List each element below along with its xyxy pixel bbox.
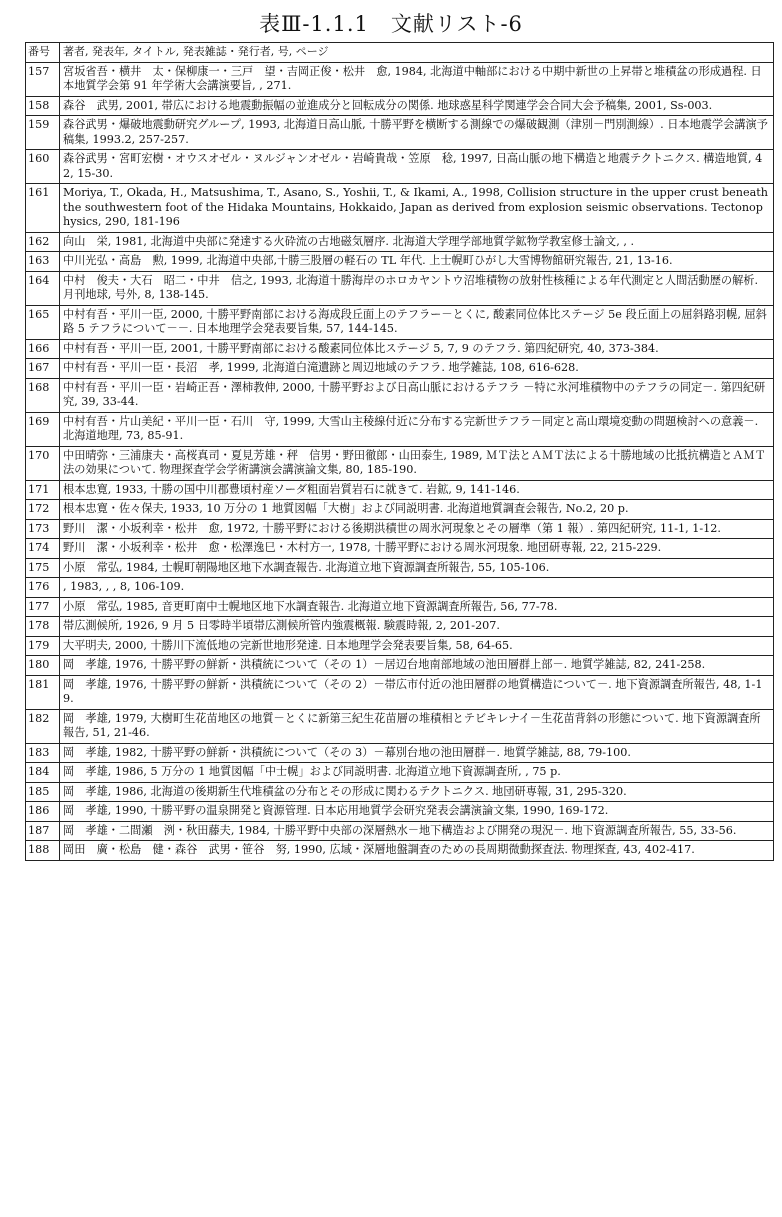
table-row	[26, 271, 774, 305]
reference-number: 187	[26, 821, 60, 841]
table-row	[26, 500, 774, 520]
reference-number: 186	[26, 802, 60, 822]
reference-citation: 岡 孝雄・二間瀬 洌・秋田藤夫, 1984, 十勝平野中央部の深層熱水－地下構造および開発の現況－. 地下資源調査所報告, 55, 33-56.	[60, 821, 774, 841]
table-row	[26, 412, 774, 446]
table-row	[26, 821, 774, 841]
reference-number: 158	[26, 96, 60, 116]
reference-number: 170	[26, 446, 60, 480]
reference-citation: 森谷武男・爆破地震動研究グループ, 1993, 北海道日高山脈, 十勝平野を横断する測線での爆破観測（津別－門別測線）. 日本地震学会講演予稿集, 1993.2, 257-257.	[60, 116, 774, 150]
reference-number: 181	[26, 675, 60, 709]
reference-number: 166	[26, 339, 60, 359]
reference-citation: 岡 孝雄, 1986, 北海道の後期新生代堆積盆の分布とその形成に関わるテクトニクス. 地団研専報, 31, 295-320.	[60, 782, 774, 802]
table-header-row	[26, 43, 774, 63]
reference-number: 167	[26, 359, 60, 379]
reference-citation: 中村有吾・平川一臣・岩崎正吾・澤柿教伸, 2000, 十勝平野および日高山脈におけるテフラ －特に氷河堆積物中のテフラの同定－. 第四紀研究, 39, 33-44.	[60, 378, 774, 412]
reference-number: 183	[26, 743, 60, 763]
page-title: 表Ⅲ-1.1.1 文献リスト-6	[259, 12, 523, 36]
table-row	[26, 305, 774, 339]
table-row	[26, 446, 774, 480]
reference-number: 171	[26, 480, 60, 500]
reference-citation: 岡 孝雄, 1976, 十勝平野の鮮新・洪積統について（その 1）－居辺台地南部地域の池田層群上部－. 地質学雑誌, 82, 241-258.	[60, 656, 774, 676]
reference-number: 175	[26, 558, 60, 578]
reference-citation: Moriya, T., Okada, H., Matsushima, T., Asano, S., Yoshii, T., & Ikami, A., 1998, Collision structure in the upper crust beneath the southwestern foot of the Hidaka Mountains, Hokkaido, Japan as derived from explosion seismic observations. Tectonophysics, 290, 181-196	[60, 184, 774, 233]
table-row	[26, 96, 774, 116]
table-row	[26, 709, 774, 743]
reference-citation: 岡田 廣・松島 健・森谷 武男・笹谷 努, 1990, 広域・深層地盤調査のための長周期微動探査法. 物理探査, 43, 402-417.	[60, 841, 774, 861]
reference-number: 168	[26, 378, 60, 412]
reference-citation: 大平明夫, 2000, 十勝川下流低地の完新世地形発達. 日本地理学会発表要旨集, 58, 64-65.	[60, 636, 774, 656]
reference-number: 182	[26, 709, 60, 743]
reference-citation: 岡 孝雄, 1990, 十勝平野の温泉開発と資源管理. 日本応用地質学会研究発表会講演論文集, 1990, 169-172.	[60, 802, 774, 822]
reference-citation: 中村 俊夫・大石 昭二・中井 信之, 1993, 北海道十勝海岸のホロカヤントウ沼堆積物の放射性核種による年代測定と人間活動歴の解析. 月刊地球, 号外, 8, 138-145.	[60, 271, 774, 305]
header-number-cell: 番号	[26, 43, 60, 63]
table-row	[26, 841, 774, 861]
reference-number: 157	[26, 62, 60, 96]
table-row	[26, 150, 774, 184]
table-row	[26, 763, 774, 783]
reference-citation: 中村有吾・平川一臣・長沼 孝, 1999, 北海道白滝遺跡と周辺地域のテフラ. 地学雑誌, 108, 616-628.	[60, 359, 774, 379]
reference-citation: 中村有吾・平川一臣, 2000, 十勝平野南部における海成段丘面上のテフラー－とくに, 酸素同位体比ステージ 5e 段丘面上の屈斜路羽幌, 屈斜路 5 テフラについて－－. 日本地理学会発表要旨集, 57, 144-145.	[60, 305, 774, 339]
reference-citation: 根本忠寛, 1933, 十勝の国中川郡豊頃村産ソーダ粗面岩質岩石に就きて. 岩鉱, 9, 141-146.	[60, 480, 774, 500]
reference-citation: 岡 孝雄, 1976, 十勝平野の鮮新・洪積統について（その 2）－帯広市付近の池田層群の地質構造について－. 地下資源調査所報告, 48, 1-19.	[60, 675, 774, 709]
table-row	[26, 636, 774, 656]
table-row	[26, 359, 774, 379]
reference-number: 184	[26, 763, 60, 783]
table-row	[26, 578, 774, 598]
reference-number: 165	[26, 305, 60, 339]
reference-number: 160	[26, 150, 60, 184]
reference-number: 188	[26, 841, 60, 861]
reference-number: 178	[26, 617, 60, 637]
table-row	[26, 184, 774, 233]
reference-citation: 岡 孝雄, 1982, 十勝平野の鮮新・洪積統について（その 3）－幕別台地の池田層群－. 地質学雑誌, 88, 79-100.	[60, 743, 774, 763]
reference-number: 185	[26, 782, 60, 802]
reference-citation: 野川 潔・小坂利幸・松井 愈, 1972, 十勝平野における後期洪積世の周氷河現象とその層準（第 1 報）. 第四紀研究, 11-1, 1-12.	[60, 519, 774, 539]
reference-citation: 帯広測候所, 1926, 9 月 5 日零時半頃帯広測候所管内強震概報. 験震時報, 2, 201-207.	[60, 617, 774, 637]
reference-citation: 中村有吾・片山美紀・平川一臣・石川 守, 1999, 大雪山主稜線付近に分布する完新世テフラ－同定と高山環境変動の問題検討への意義－. 北海道地理, 73, 85-91.	[60, 412, 774, 446]
table-row	[26, 743, 774, 763]
reference-citation: 森谷武男・宮町宏樹・オウスオゼル・ヌルジャンオゼル・岩崎貴哉・笠原 稔, 1997, 日高山脈の地下構造と地震テクトニクス. 構造地質, 42, 15-30.	[60, 150, 774, 184]
reference-citation: , 1983, , , 8, 106-109.	[60, 578, 774, 598]
table-row	[26, 116, 774, 150]
reference-number: 172	[26, 500, 60, 520]
table-row	[26, 539, 774, 559]
table-row	[26, 232, 774, 252]
reference-citation: 中田晴弥・三浦康夫・高桜真司・夏見芳雄・秤 信男・野田徹郎・山田泰生, 1989, ＭＴ法とＡＭＴ法による十勝地域の比抵抗構造とＡＭＴ法の効果について. 物理探査学会学術講演会講演論文集, 80, 185-190.	[60, 446, 774, 480]
reference-number: 177	[26, 597, 60, 617]
reference-citation: 向山 栄, 1981, 北海道中央部に発達する火砕流の古地磁気層序. 北海道大学理学部地質学鉱物学教室修士論文, , .	[60, 232, 774, 252]
table-row	[26, 675, 774, 709]
table-row	[26, 519, 774, 539]
header-description-cell: 著者, 発表年, タイトル, 発表雑誌・発行者, 号, ページ	[60, 43, 774, 63]
reference-number: 173	[26, 519, 60, 539]
table-row	[26, 480, 774, 500]
reference-citation: 小原 常弘, 1984, 士幌町朝陽地区地下水調査報告. 北海道立地下資源調査所報告, 55, 105-106.	[60, 558, 774, 578]
reference-number: 159	[26, 116, 60, 150]
table-row	[26, 252, 774, 272]
table-row	[26, 62, 774, 96]
reference-citation: 中川光弘・高島 勲, 1999, 北海道中央部,十勝三股層の軽石の TL 年代. 上士幌町ひがし大雪博物館研究報告, 21, 13-16.	[60, 252, 774, 272]
reference-number: 180	[26, 656, 60, 676]
reference-citation: 宮坂省吾・横井 太・保柳康一・三戸 望・吉岡正俊・松井 愈, 1984, 北海道中軸部における中期中新世の上昇帯と堆積盆の形成過程. 日本地質学会第 91 年学術大会講演要旨, , 271.	[60, 62, 774, 96]
reference-number: 169	[26, 412, 60, 446]
reference-number: 162	[26, 232, 60, 252]
reference-number: 164	[26, 271, 60, 305]
reference-table	[25, 42, 774, 861]
table-row	[26, 339, 774, 359]
reference-citation: 小原 常弘, 1985, 音更町南中士幌地区地下水調査報告. 北海道立地下資源調査所報告, 56, 77-78.	[60, 597, 774, 617]
reference-number: 174	[26, 539, 60, 559]
table-row	[26, 597, 774, 617]
reference-number: 163	[26, 252, 60, 272]
table-row	[26, 656, 774, 676]
table-row	[26, 782, 774, 802]
reference-number: 179	[26, 636, 60, 656]
table-row	[26, 558, 774, 578]
reference-citation: 森谷 武男, 2001, 帯広における地震動振幅の並進成分と回転成分の関係. 地球惑星科学関連学会合同大会予稿集, 2001, Ss-003.	[60, 96, 774, 116]
table-row	[26, 617, 774, 637]
reference-citation: 中村有吾・平川一臣, 2001, 十勝平野南部における酸素同位体比ステージ 5, 7, 9 のテフラ. 第四紀研究, 40, 373-384.	[60, 339, 774, 359]
table-row	[26, 802, 774, 822]
reference-citation: 根本忠寛・佐々保夫, 1933, 10 万分の 1 地質図幅「大樹」および同説明書. 北海道地質調査会報告, No.2, 20 p.	[60, 500, 774, 520]
reference-citation: 野川 潔・小坂利幸・松井 愈・松澤逸巳・木村方一, 1978, 十勝平野における周氷河現象. 地団研専報, 22, 215-229.	[60, 539, 774, 559]
reference-number: 161	[26, 184, 60, 233]
reference-citation: 岡 孝雄, 1986, 5 万分の 1 地質図幅「中士幌」および同説明書. 北海道立地下資源調査所, , 75 p.	[60, 763, 774, 783]
reference-number: 176	[26, 578, 60, 598]
reference-citation: 岡 孝雄, 1979, 大樹町生花苗地区の地質－とくに新第三紀生花苗層の堆積相とテビキレナイ－生花苗背斜の形態について. 地下資源調査所報告, 51, 21-46.	[60, 709, 774, 743]
table-row	[26, 378, 774, 412]
